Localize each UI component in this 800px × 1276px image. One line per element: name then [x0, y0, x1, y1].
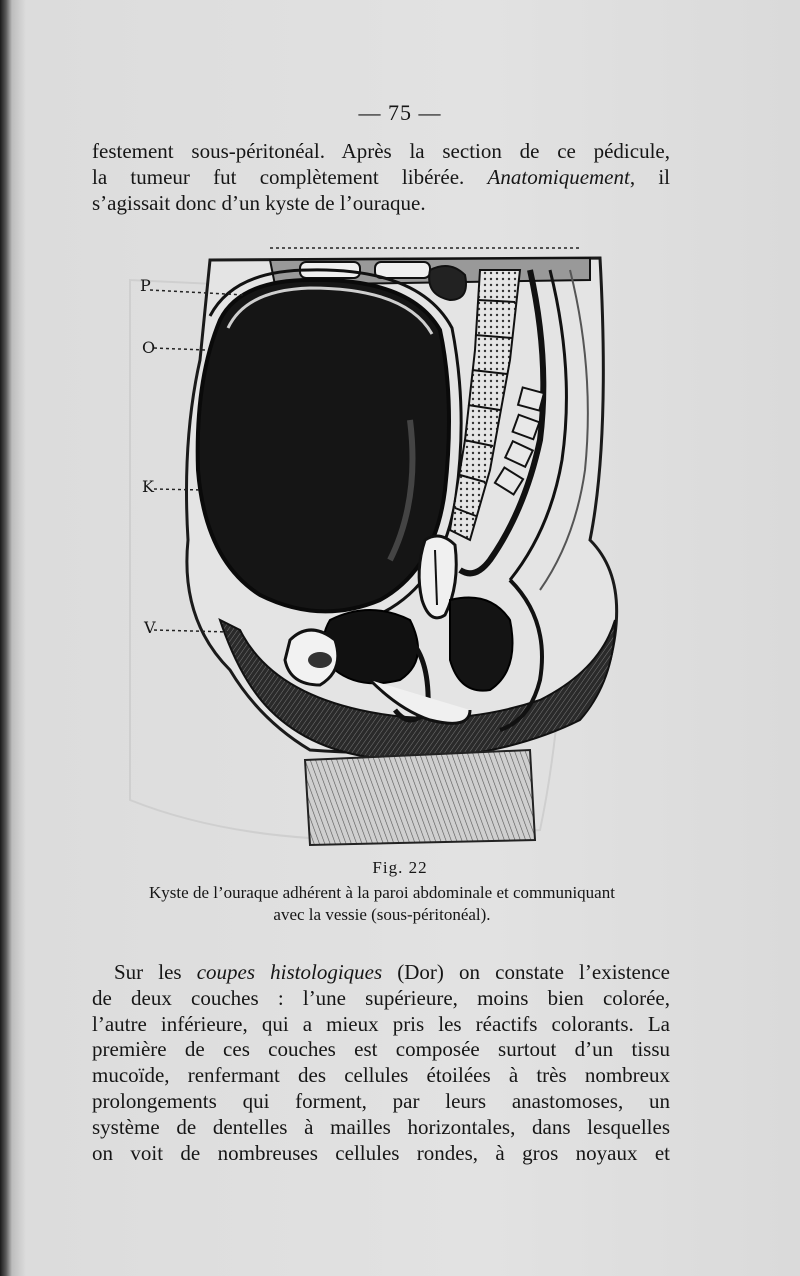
- body-line-1-a: Sur les: [114, 960, 197, 984]
- figure-caption-title: Fig. 22: [372, 858, 428, 877]
- body-line-6: prolongements qui forment, par leurs anastomoses, un: [92, 1088, 670, 1113]
- body-line-5: mucoïde, renfermant des cellules étoilées à très nombreux: [92, 1063, 670, 1088]
- top-paragraph: [92, 138, 670, 216]
- body-line-8: on voit de nombreuses cellules rondes, à gros noyaux et: [92, 1140, 670, 1165]
- page-number: — 75 —: [358, 100, 442, 125]
- body-line-7: système de dentelles à mailles horizontales, dans lesquelles: [92, 1114, 670, 1139]
- body-line-1-italic: coupes histologiques: [196, 960, 383, 984]
- sagittal-section-illustration: [110, 240, 630, 860]
- figure-caption: [92, 882, 672, 926]
- body-line-3: l’autre inférieure, qui a mieux pris les réactifs colorants. La: [92, 1011, 670, 1036]
- caption-line-2: avec la vessie (sous-péritonéal).: [273, 905, 491, 924]
- top-line-3: s’agissait donc d’un kyste de l’ouraque.: [92, 191, 426, 215]
- body-line-2: de deux couches : l’une supérieure, moins bien colorée,: [92, 985, 670, 1010]
- figure-label-k: K: [142, 477, 154, 496]
- top-line-2-c: , il: [629, 165, 671, 189]
- body-line-1: [92, 960, 670, 986]
- figure-label-p: P: [140, 276, 151, 295]
- top-line-2-a: la tumeur fut complètement libérée.: [92, 165, 488, 189]
- body-line-1-c: (Dor) on constate l’existence: [382, 960, 670, 984]
- caption-line-1: Kyste de l’ouraque adhérent à la paroi abdominale et communiquant: [149, 883, 615, 902]
- figure-label-o: O: [142, 338, 156, 357]
- anatomical-figure: [110, 240, 630, 860]
- body-line-4: première de ces couches est composée surtout d’un tissu: [92, 1037, 670, 1062]
- figure-label-v: V: [144, 618, 156, 637]
- top-line-1: festement sous-péritonéal. Après la section de ce pédicule,: [92, 139, 670, 163]
- top-line-2-italic: Anatomiquement: [487, 165, 630, 189]
- top-line-2: [92, 164, 670, 190]
- body-paragraph: [92, 960, 670, 1166]
